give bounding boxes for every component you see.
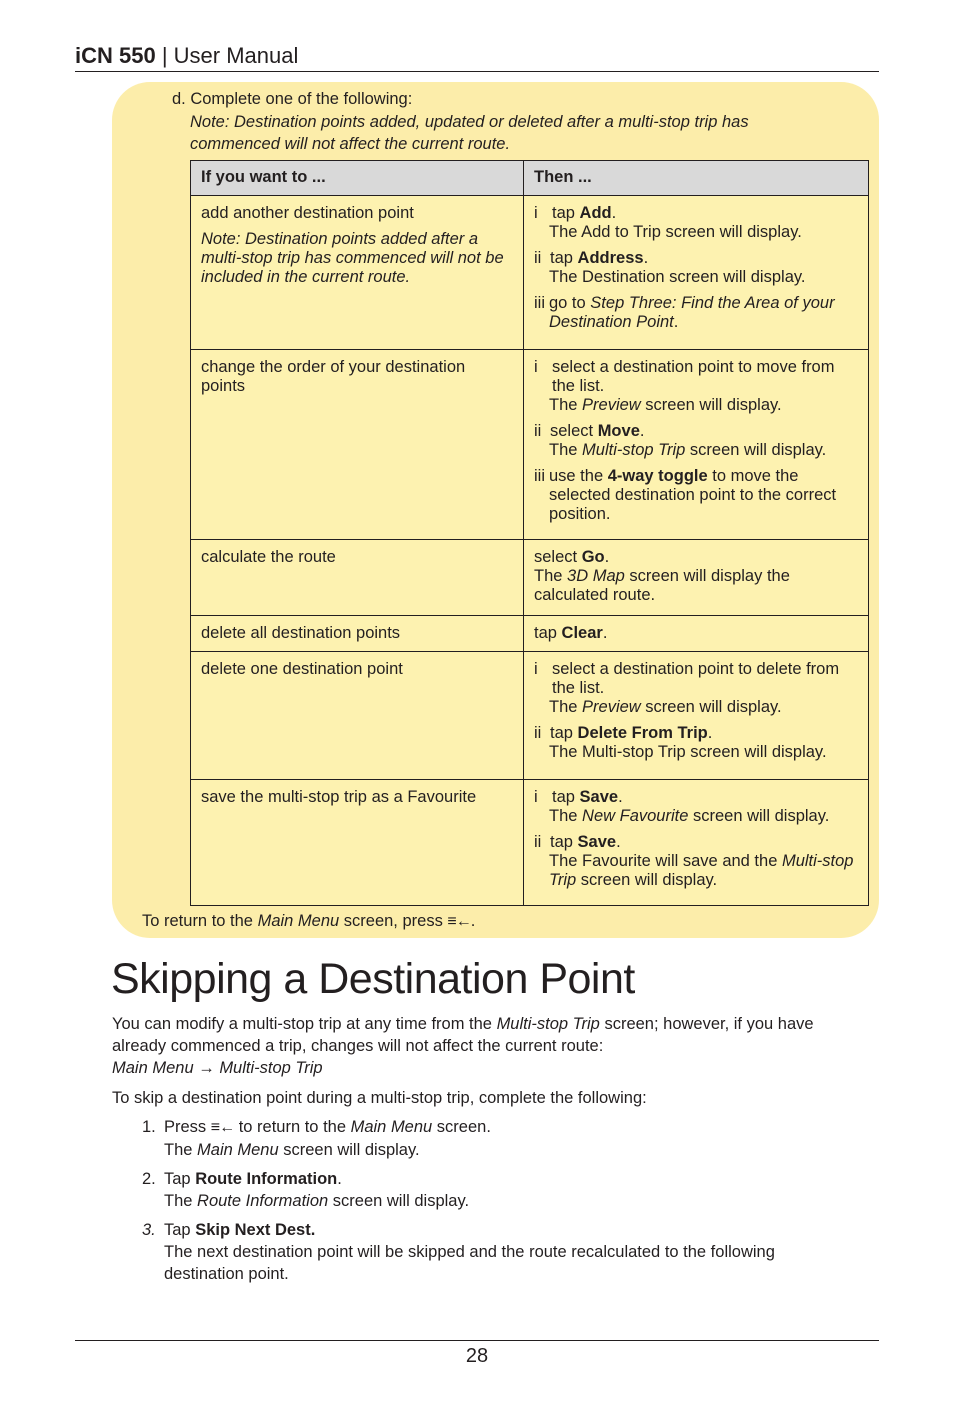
- sub-text: use the: [549, 467, 608, 485]
- then-text: .: [602, 624, 608, 642]
- intro-text: You can modify a multi-stop trip at any time from the: [112, 1015, 497, 1033]
- sub-desc: screen will display.: [640, 396, 782, 414]
- want-cell: [191, 616, 524, 652]
- ui-label: Go: [581, 548, 605, 566]
- sub-step-number: ii: [534, 724, 542, 742]
- sub-desc: The Add to Trip screen will display.: [549, 223, 802, 241]
- want-text: calculate the route: [201, 548, 336, 566]
- sub-text: .: [616, 833, 621, 851]
- section-intro: [112, 1013, 872, 1057]
- header-separator: |: [155, 43, 174, 68]
- sub-step: [534, 294, 858, 332]
- want-text: add another destination point: [201, 204, 414, 222]
- sub-desc: The Destination screen will display.: [549, 268, 806, 286]
- then-text: tap: [534, 624, 562, 642]
- want-cell: [191, 540, 524, 616]
- then-cell: [524, 196, 869, 350]
- table-row: [191, 616, 869, 652]
- want-text: change the order of your destination points: [201, 358, 466, 395]
- ui-label: 4-way toggle: [607, 467, 708, 485]
- ui-label: Route Information: [195, 1170, 338, 1188]
- header-title: User Manual: [173, 43, 299, 68]
- section-title: Skipping a Destination Point: [111, 955, 635, 1003]
- want-cell: [191, 780, 524, 906]
- ui-label: Clear: [561, 624, 603, 642]
- want-note: Note: Destination points added after a multi-stop trip has commenced will not be included in the current route.: [201, 230, 504, 286]
- table-header-then: Then ...: [524, 161, 869, 196]
- sub-text: select a destination point to delete from the list.: [552, 660, 840, 697]
- sub-text: tap: [552, 788, 580, 806]
- table-row: [191, 350, 869, 540]
- table-row: [191, 652, 869, 780]
- cross-reference: Step Three: Find the Area of your Destination Point: [549, 294, 835, 331]
- ui-label: Save: [577, 833, 617, 851]
- sub-step: [534, 422, 858, 460]
- ui-label: Delete From Trip: [577, 724, 708, 742]
- step-desc: The: [164, 1192, 198, 1210]
- sub-text: tap: [550, 833, 578, 851]
- sub-text: .: [618, 788, 623, 806]
- sub-desc: The Multi-stop Trip screen will display.: [549, 743, 827, 761]
- sub-desc: screen will display.: [688, 807, 830, 825]
- then-text: select: [534, 548, 582, 566]
- table-header-row: [191, 161, 869, 196]
- screen-name: Main Menu: [197, 1141, 279, 1159]
- sub-step-number: ii: [534, 833, 542, 851]
- sub-text: .: [673, 313, 679, 331]
- sub-step-number: ii: [534, 422, 542, 440]
- sub-desc: The Favourite will save and the: [549, 852, 782, 870]
- screen-name: Route Information: [197, 1192, 329, 1210]
- step-text: screen.: [432, 1118, 491, 1136]
- step-text: Tap: [164, 1221, 196, 1239]
- ui-label: Add: [579, 204, 612, 222]
- then-cell: [524, 616, 869, 652]
- sub-step-number: i: [534, 358, 538, 376]
- sub-step-number: iii: [534, 467, 545, 485]
- then-text: screen will display the calculated route.: [534, 567, 790, 604]
- step-text: Press: [164, 1118, 211, 1136]
- menu-path: [112, 1057, 862, 1079]
- screen-name: Preview: [582, 396, 641, 414]
- sub-step-number: i: [534, 660, 538, 678]
- sub-step-number: iii: [534, 294, 545, 312]
- box-note: Note: Destination points added, updated or deleted after a multi-stop trip has commenced will not affect the current route.: [190, 113, 749, 153]
- screen-name: Multi-stop Trip: [582, 441, 686, 459]
- step-number: 2.: [142, 1170, 156, 1188]
- return-text: To return to the: [142, 912, 258, 930]
- skip-intro: To skip a destination point during a multi-stop trip, complete the following:: [112, 1089, 647, 1107]
- sub-text: to move the selected destination point to the correct position.: [549, 467, 837, 523]
- then-cell: [524, 350, 869, 540]
- want-cell: [191, 196, 524, 350]
- ui-label: Move: [597, 422, 640, 440]
- sub-text: .: [639, 422, 645, 440]
- then-text: The: [534, 567, 568, 585]
- sub-desc: The: [549, 698, 583, 716]
- path-item: Main Menu: [112, 1059, 194, 1077]
- step-desc: The: [164, 1141, 198, 1159]
- sub-step: [534, 724, 858, 762]
- sub-step: [534, 249, 858, 287]
- sub-text: .: [707, 724, 713, 742]
- sub-text: tap: [550, 249, 578, 267]
- sub-desc: screen will display.: [576, 871, 718, 889]
- table-row: [191, 540, 869, 616]
- sub-text: .: [643, 249, 649, 267]
- return-text: .: [470, 912, 476, 930]
- list-item: [142, 1168, 842, 1212]
- sub-desc: screen will display.: [685, 441, 827, 459]
- sub-step-number: ii: [534, 249, 542, 267]
- want-text: delete one destination point: [201, 660, 403, 678]
- then-cell: [524, 780, 869, 906]
- sub-step: [534, 833, 858, 890]
- list-item: [142, 1219, 842, 1285]
- footer-divider: [75, 1340, 879, 1341]
- step-text: Tap: [164, 1170, 196, 1188]
- screen-name: New Favourite: [582, 807, 689, 825]
- sub-desc: The: [549, 807, 583, 825]
- sub-step: [534, 358, 858, 415]
- product-model: iCN 550: [75, 43, 156, 68]
- intro-text: screen; however, if you have already commenced a trip, changes will not affect the current route:: [112, 1015, 814, 1055]
- main-menu-icon: ≡←: [447, 913, 471, 930]
- path-item: Multi-stop Trip: [219, 1059, 323, 1077]
- sub-text: select: [550, 422, 598, 440]
- sub-desc: screen will display.: [640, 698, 782, 716]
- step-desc: screen will display.: [278, 1141, 420, 1159]
- then-cell: [524, 652, 869, 780]
- sub-desc: The: [549, 441, 583, 459]
- arrow-right-icon: →: [198, 1059, 215, 1077]
- screen-name: Multi-stop Trip: [549, 852, 854, 889]
- screen-name: Main Menu: [257, 912, 340, 930]
- ui-label: Address: [577, 249, 644, 267]
- want-text: delete all destination points: [201, 624, 401, 642]
- want-cell: [191, 350, 524, 540]
- ui-label: Skip Next Dest.: [195, 1221, 316, 1239]
- table-header-want: If you want to ...: [191, 161, 524, 196]
- screen-name: Main Menu: [350, 1118, 433, 1136]
- want-cell: [191, 652, 524, 780]
- sub-text: tap: [552, 204, 580, 222]
- page-header: [75, 40, 879, 72]
- sub-text: go to: [549, 294, 591, 312]
- sub-text: .: [611, 204, 617, 222]
- screen-name: Multi-stop Trip: [496, 1015, 600, 1033]
- step-text: to return to the: [234, 1118, 351, 1136]
- sub-text: select a destination point to move from the list.: [552, 358, 835, 395]
- sub-step: [534, 467, 858, 524]
- step-number: 1.: [142, 1118, 156, 1136]
- step-desc: screen will display.: [328, 1192, 470, 1210]
- ui-label: Save: [579, 788, 619, 806]
- then-cell: [524, 540, 869, 616]
- sub-step: [534, 204, 858, 242]
- want-text: save the multi-stop trip as a Favourite: [201, 788, 477, 806]
- sub-step: [534, 660, 858, 717]
- options-table: [190, 160, 869, 906]
- screen-name: 3D Map: [567, 567, 625, 585]
- step-d-label: d. Complete one of the following:: [172, 90, 413, 108]
- sub-desc: The: [549, 396, 583, 414]
- screen-name: Preview: [582, 698, 641, 716]
- step-text: .: [337, 1170, 342, 1188]
- return-text: screen, press: [339, 912, 448, 930]
- sub-step-number: i: [534, 788, 538, 806]
- skip-steps-list: [142, 1116, 842, 1292]
- list-item: [142, 1116, 842, 1161]
- step-number: 3.: [142, 1221, 156, 1239]
- table-row: [191, 780, 869, 906]
- sub-step-number: i: [534, 204, 538, 222]
- table-row: [191, 196, 869, 350]
- return-instruction: [142, 910, 475, 933]
- page-number: 28: [465, 1345, 489, 1367]
- main-menu-icon: ≡←: [210, 1119, 235, 1136]
- sub-text: tap: [550, 724, 578, 742]
- sub-step: [534, 788, 858, 826]
- step-desc: The next destination point will be skipped and the route recalculated to the following destination point.: [164, 1243, 775, 1283]
- then-text: .: [604, 548, 610, 566]
